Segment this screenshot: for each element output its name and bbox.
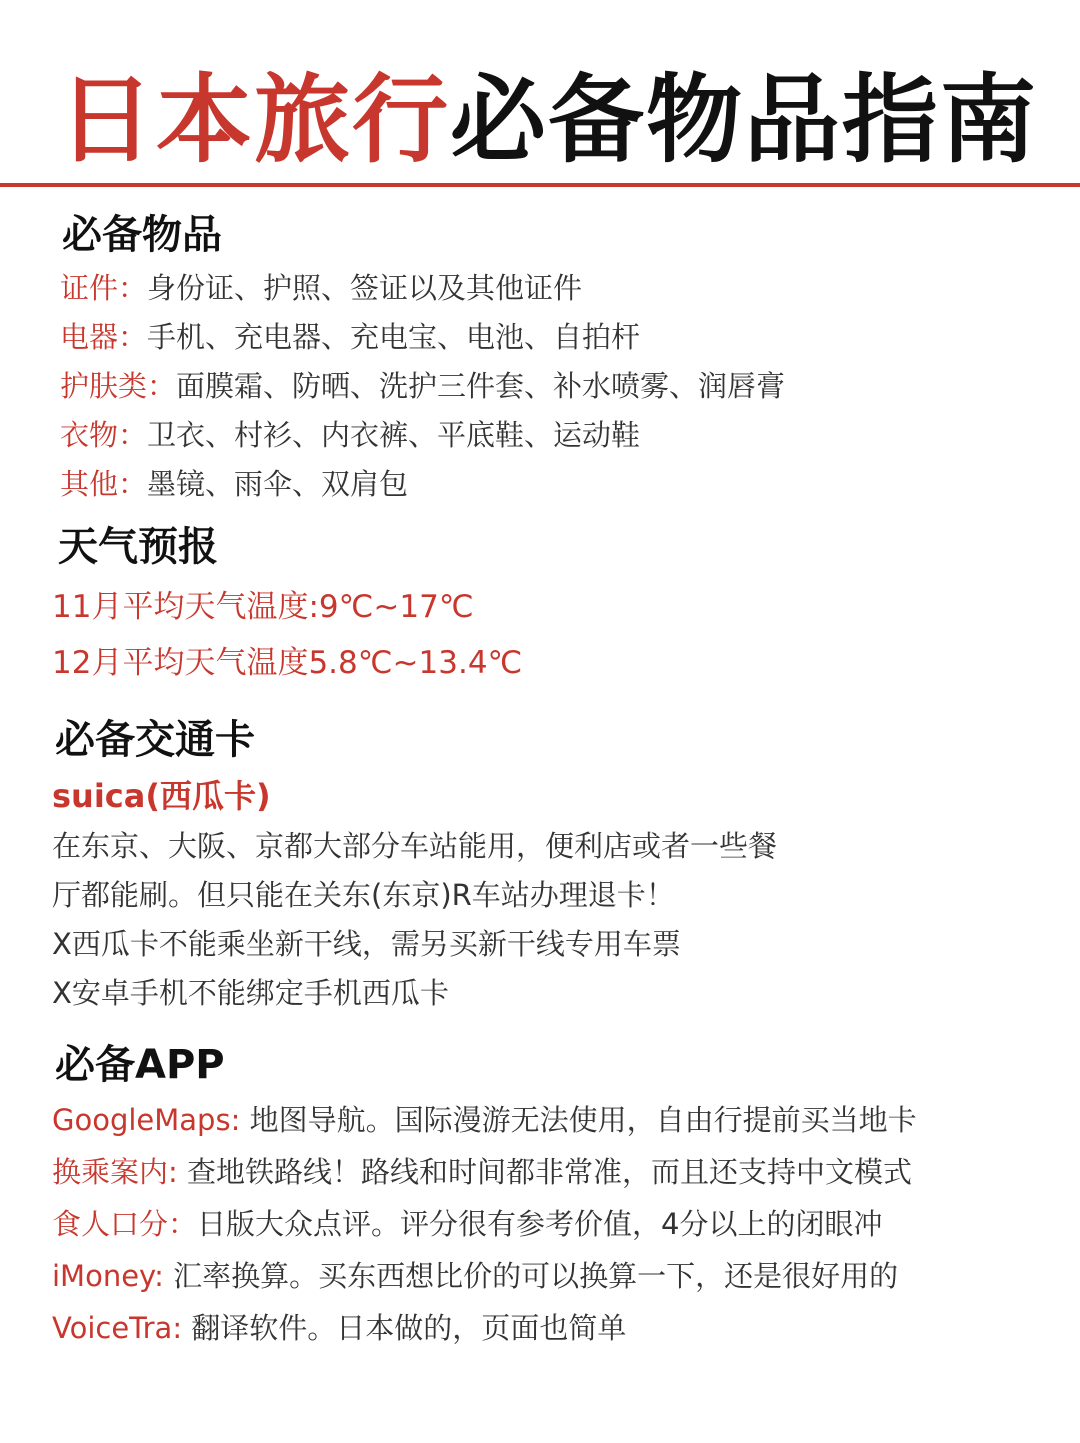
app-description: 查地铁路线！路线和时间都非常准，而且还支持中文模式	[177, 1155, 913, 1189]
app-name: 食人口分：	[52, 1207, 198, 1241]
transit-line: 厅都能刷。但只能在关东(东京)R车站办理退卡！	[52, 878, 675, 912]
list-item	[60, 366, 785, 406]
transit-line: X安卓手机不能绑定手机西瓜卡	[52, 976, 449, 1010]
list-item	[52, 1308, 626, 1348]
card-name: suica(西瓜卡)	[52, 777, 271, 815]
list-item	[52, 1256, 898, 1296]
list-item	[60, 317, 640, 357]
app-description: 翻译软件。日本做的，页面也简单	[182, 1311, 627, 1345]
section-heading-apps: 必备APP	[55, 1042, 225, 1088]
item-label: 护肤类：	[60, 369, 177, 403]
app-name: GoogleMaps:	[52, 1103, 241, 1137]
item-text: 面膜霜、防晒、洗护三件套、补水喷雾、润唇膏	[176, 369, 786, 403]
list-item	[52, 1204, 882, 1244]
item-label: 衣物：	[60, 418, 148, 452]
item-text: 墨镜、雨伞、双肩包	[147, 467, 409, 501]
section-heading-items: 必备物品	[62, 212, 222, 258]
list-item	[52, 1152, 912, 1192]
item-text: 身份证、护照、签证以及其他证件	[147, 271, 583, 305]
app-description: 汇率换算。买东西想比价的可以换算一下，还是很好用的	[163, 1259, 899, 1293]
title-main: 必备物品指南	[450, 64, 1038, 176]
page-title	[58, 60, 1058, 180]
weather-line: 11月平均天气温度:9℃~17℃	[52, 589, 474, 625]
app-name: VoiceTra:	[52, 1311, 183, 1345]
app-name: 换乘案内:	[52, 1155, 178, 1189]
app-name: iMoney:	[52, 1259, 164, 1293]
item-label: 其他：	[60, 467, 148, 501]
item-label: 证件：	[60, 271, 148, 305]
list-item	[60, 415, 640, 455]
item-text: 卫衣、村衫、内衣裤、平底鞋、运动鞋	[147, 418, 641, 452]
title-highlight: 日本旅行	[58, 64, 450, 176]
app-description: 地图导航。国际漫游无法使用，自由行提前买当地卡	[240, 1103, 917, 1137]
item-text: 手机、充电器、充电宝、电池、自拍杆	[147, 320, 641, 354]
list-item	[52, 1100, 917, 1140]
section-heading-transit: 必备交通卡	[55, 717, 255, 763]
app-description: 日版大众点评。评分很有参考价值，4分以上的闭眼冲	[197, 1207, 883, 1241]
weather-line: 12月平均天气温度5.8℃~13.4℃	[52, 645, 523, 681]
transit-line: X西瓜卡不能乘坐新干线，需另买新干线专用车票	[52, 927, 681, 961]
transit-line: 在东京、大阪、京都大部分车站能用，便利店或者一些餐	[52, 829, 778, 863]
section-heading-weather: 天气预报	[58, 524, 218, 570]
item-label: 电器：	[60, 320, 148, 354]
title-divider	[0, 183, 1080, 187]
list-item	[60, 268, 582, 308]
list-item	[60, 464, 408, 504]
